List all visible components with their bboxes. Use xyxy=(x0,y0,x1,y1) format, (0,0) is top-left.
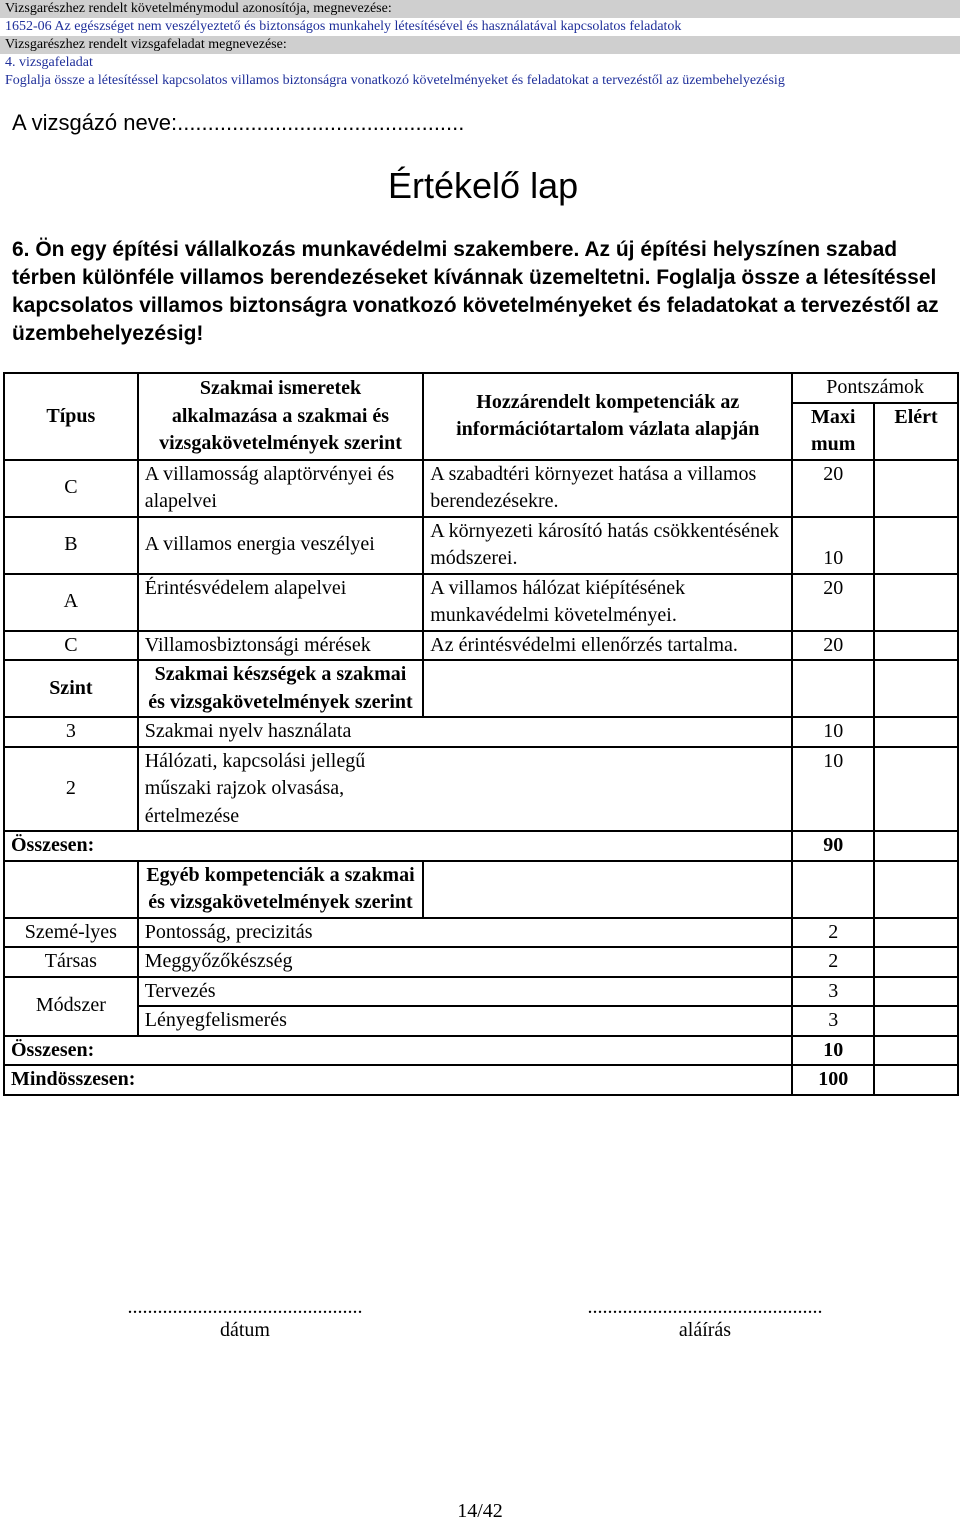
achieved-cell[interactable] xyxy=(874,517,958,574)
achieved-cell[interactable] xyxy=(874,717,958,747)
empty-cell xyxy=(423,861,792,918)
category-cell: Társas xyxy=(4,947,138,977)
subtotal-value: 90 xyxy=(792,831,874,861)
achieved-cell[interactable] xyxy=(874,574,958,631)
header-module-label: Vizsgarészhez rendelt követelménymodul azonosítója, megnevezése: xyxy=(5,1,392,16)
skill-cell: A villamosság alaptörvényei és alapelvei xyxy=(138,460,424,517)
other-name-cell: Tervezés xyxy=(138,977,793,1007)
achieved-cell[interactable] xyxy=(874,460,958,517)
date-signature-block xyxy=(100,1296,390,1342)
level-cell: 3 xyxy=(4,717,138,747)
content-cell: Az érintésvédelmi ellenőrzés tartalma. xyxy=(423,631,792,661)
achieved-cell[interactable] xyxy=(874,831,958,861)
candidate-name-line: A vizsgázó neve:............................................... xyxy=(12,110,465,135)
other-name-cell: Meggyőzőkészség xyxy=(138,947,793,977)
header-task-name: Foglalja össze a létesítéssel kapcsolatos villamos biztonságra vonatkozó követelményeket és feladatokat a tervezéstől az üzembehelyezésig xyxy=(5,73,785,88)
table-row xyxy=(4,947,958,977)
page-number: 14/42 xyxy=(457,1500,503,1522)
table-row xyxy=(4,517,958,574)
empty-cell xyxy=(423,660,792,717)
subtotal-label: Összesen: xyxy=(4,831,792,861)
date-label: dátum xyxy=(220,1319,270,1341)
max-cell: 3 xyxy=(792,977,874,1007)
table-row xyxy=(4,631,958,661)
table-row xyxy=(4,747,958,832)
skills-header-row xyxy=(4,660,958,717)
skill-cell: Érintésvédelem alapelvei xyxy=(138,574,424,631)
col-type-header: Típus xyxy=(4,373,138,460)
max-cell: 3 xyxy=(792,1006,874,1036)
subtotal-label: Összesen: xyxy=(4,1036,792,1066)
other-name-cell: Pontosság, precizitás xyxy=(138,918,793,948)
header-task-label: Vizsgarészhez rendelt vizsgafeladat megnevezése: xyxy=(5,37,287,52)
col-content-header: Hozzárendelt kompetenciák az információtartalom vázlata alapján xyxy=(423,373,792,460)
empty-cell xyxy=(874,861,958,918)
table-row xyxy=(4,977,958,1007)
skill-cell: A villamos energia veszélyei xyxy=(138,517,424,574)
page-title: Értékelő lap xyxy=(388,165,579,206)
other-name-cell: Lényegfelismerés xyxy=(138,1006,793,1036)
type-cell: C xyxy=(4,631,138,661)
max-cell: 10 xyxy=(792,717,874,747)
achieved-cell[interactable] xyxy=(874,1006,958,1036)
achieved-cell[interactable] xyxy=(874,1036,958,1066)
max-cell: 10 xyxy=(792,517,874,574)
total-label: Mindösszesen: xyxy=(4,1065,792,1095)
achieved-cell[interactable] xyxy=(874,1065,958,1095)
other-header: Egyéb kompetenciák a szakmai és vizsgakövetelmények szerint xyxy=(138,861,424,918)
type-cell: C xyxy=(4,460,138,517)
max-cell: 10 xyxy=(792,747,874,832)
achieved-cell[interactable] xyxy=(874,631,958,661)
header-row-3 xyxy=(0,36,960,54)
task-description: 6. Ön egy építési vállalkozás munkavédelmi szakembere. Az új építési helyszínen szabad térben különféle villamos berendezéseket kívánnak üzemeltetni. Foglalja össze a létesítéssel kapcsolatos villamos biztonságra vonatkozó követelményeket és feladatokat a tervezéstől az üzembehelyezésig! xyxy=(12,238,939,345)
content-cell: A környezeti károsító hatás csökkentésének módszerei. xyxy=(423,517,792,574)
achieved-cell[interactable] xyxy=(874,747,958,832)
subtotal-value: 10 xyxy=(792,1036,874,1066)
total-row xyxy=(4,1065,958,1095)
empty-cell xyxy=(792,861,874,918)
type-cell: A xyxy=(4,574,138,631)
date-dots: ............................................... xyxy=(127,1296,363,1318)
category-cell: Szemé-lyes xyxy=(4,918,138,948)
category-cell: Módszer xyxy=(4,977,138,1036)
max-cell: 20 xyxy=(792,574,874,631)
content-cell: A villamos hálózat kiépítésének munkavédelmi követelményei. xyxy=(423,574,792,631)
header-row-1 xyxy=(0,0,960,18)
table-row xyxy=(4,574,958,631)
max-cell: 2 xyxy=(792,918,874,948)
other-header-row xyxy=(4,861,958,918)
col-achieved-header: Elért xyxy=(874,403,958,460)
max-cell: 20 xyxy=(792,631,874,661)
achieved-cell[interactable] xyxy=(874,918,958,948)
type-cell: B xyxy=(4,517,138,574)
total-value: 100 xyxy=(792,1065,874,1095)
achieved-cell[interactable] xyxy=(874,947,958,977)
level-cell: 2 xyxy=(4,747,138,832)
table-row xyxy=(4,1006,958,1036)
max-cell: 20 xyxy=(792,460,874,517)
skills-header: Szakmai készségek a szakmai és vizsgakövetelmények szerint xyxy=(138,660,424,717)
skill-name-text: Hálózati, kapcsolási jellegű műszaki rajzok olvasása, értelmezése xyxy=(144,749,366,827)
empty-cell xyxy=(4,861,138,918)
evaluation-table xyxy=(3,372,959,1096)
col-points-header: Pontszámok xyxy=(792,373,958,403)
skill-cell: Villamosbiztonsági mérések xyxy=(138,631,424,661)
subtotal-row xyxy=(4,1036,958,1066)
header-task-number: 4. vizsgafeladat xyxy=(5,55,93,70)
content-cell: A szabadtéri környezet hatása a villamos berendezésekre. xyxy=(423,460,792,517)
header-module-name: 1652-06 Az egészséget nem veszélyeztető és biztonságos munkahely létesítésével és használatával kapcsolatos feladatok xyxy=(5,19,682,34)
achieved-cell[interactable] xyxy=(874,977,958,1007)
table-row xyxy=(4,717,958,747)
col-knowledge-header: Szakmai ismeretek alkalmazása a szakmai és vizsgakövetelmények szerint xyxy=(138,373,424,460)
table-header-row xyxy=(4,373,958,403)
empty-cell xyxy=(874,660,958,717)
empty-cell xyxy=(792,660,874,717)
col-max-header: Maxi mum xyxy=(792,403,874,460)
max-cell: 2 xyxy=(792,947,874,977)
sign-signature-block xyxy=(560,1296,850,1342)
table-row xyxy=(4,460,958,517)
skill-name-cell: Szakmai nyelv használata xyxy=(138,717,793,747)
sign-label: aláírás xyxy=(678,1319,732,1341)
subtotal-row xyxy=(4,831,958,861)
level-header: Szint xyxy=(4,660,138,717)
sign-dots: ............................................... xyxy=(587,1296,823,1318)
document-header xyxy=(0,0,960,92)
skill-name-cell xyxy=(138,747,793,832)
table-row xyxy=(4,918,958,948)
